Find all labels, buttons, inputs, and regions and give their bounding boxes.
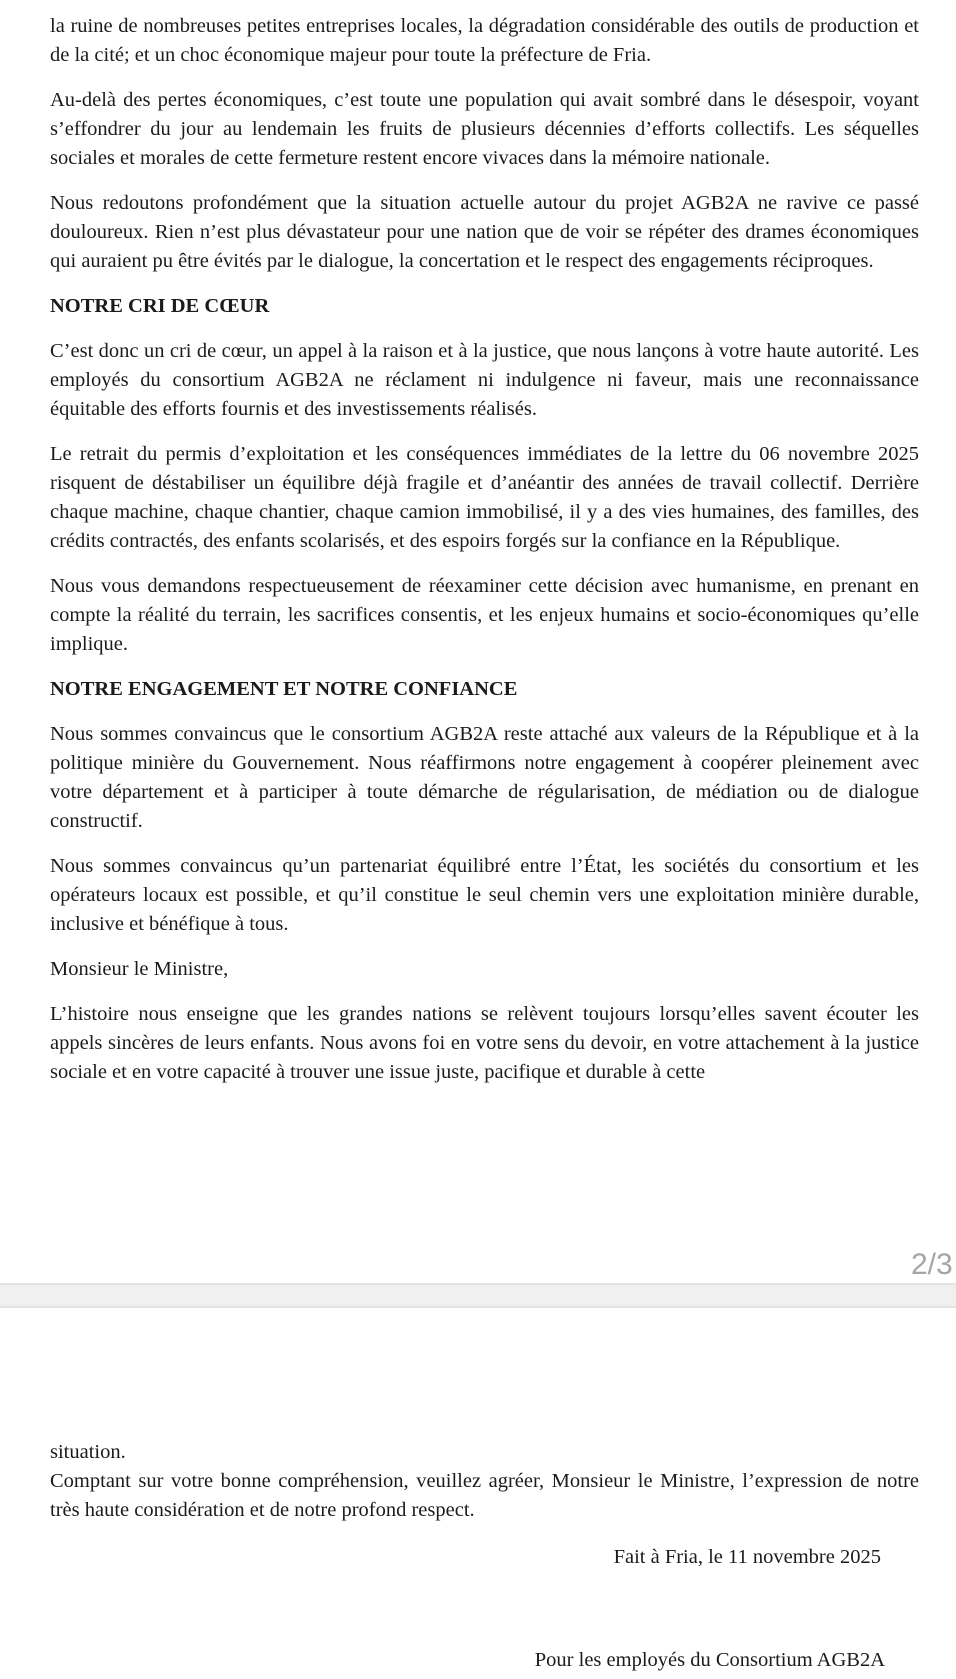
document-page-3 [0, 1308, 956, 1679]
page-number-badge: 2/3 [911, 1248, 953, 1281]
closing-paragraph: Comptant sur votre bonne compréhension, veuillez agréer, Monsieur le Ministre, l’expression de notre très haute considération et de notre profond respect. [50, 1470, 919, 1521]
paragraph-nous-redoutons: Nous redoutons profondément que la situation actuelle autour du projet AGB2A ne ravive ce passé douloureux. Rien n’est plus dévastateur pour une nation que de voir se répéter des drames économiques qui auraient pu être évités par le dialogue, la concertation et le respect des engagements réciproques. [50, 192, 919, 272]
paragraph-retrait-permis: Le retrait du permis d’exploitation et les conséquences immédiates de la lettre du 06 novembre 2025 risquent de déstabiliser un équilibre déjà fragile et d’anéantir des années de travail collectif. Derrière chaque machine, chaque chantier, chaque camion immobilisé, il y a des vies humaines, des familles, des crédits contractés, des enfants scolarisés, et des espoirs forgés sur la confiance en la République. [50, 443, 919, 552]
signature-line: Pour les employés du Consortium AGB2A [534, 1649, 885, 1671]
paragraph-pertes-economiques: Au-delà des pertes économiques, c’est toute une population qui avait sombré dans le désespoir, voyant s’effondrer du jour au lendemain les fruits de plusieurs décennies d’efforts collectifs. Les séquelles sociales et morales de cette fermeture restent encore vivaces dans la mémoire nationale. [50, 89, 919, 169]
paragraph-monsieur-le-ministre: Monsieur le Ministre, [50, 958, 229, 980]
paragraph-histoire-nations: L’histoire nous enseigne que les grandes nations se relèvent toujours lorsqu’elles savent écouter les appels sincères de leurs enfants. Nous avons foi en votre sens du devoir, en votre attachement à la justice sociale et en votre capacité à trouver une issue juste, pacifique et durable à cette [50, 1003, 919, 1083]
paragraph-cri-de-coeur: C’est donc un cri de cœur, un appel à la raison et à la justice, que nous lançons à votre haute autorité. Les employés du consortium AGB2A ne réclament ni indulgence ni faveur, mais une reconnaissance équitable des efforts fournis et des investissements réalisés. [50, 340, 919, 420]
paragraph-valeurs-republique: Nous sommes convaincus que le consortium AGB2A reste attaché aux valeurs de la République et à la politique minière du Gouvernement. Nous réaffirmons notre engagement à coopérer pleinement avec votre département et à participer à toute démarche de régularisation, de médiation ou de dialogue constructif. [50, 723, 919, 832]
paragraph-reexaminer-decision: Nous vous demandons respectueusement de réexaminer cette décision avec humanisme, en prenant en compte la réalité du terrain, les sacrifices consentis, et les enjeux humains et socio-économiques qu’elle implique. [50, 575, 919, 655]
page-separator-band [0, 1283, 956, 1308]
paragraph-partenariat-equilibre: Nous sommes convaincus qu’un partenariat équilibré entre l’État, les sociétés du consortium et les opérateurs locaux est possible, et qu’il constitue le seul chemin vers une exploitation minière durable, inclusive et bénéfique à tous. [50, 855, 919, 935]
section-heading-notre-engagement: NOTRE ENGAGEMENT ET NOTRE CONFIANCE [50, 678, 518, 700]
date-place-line: Fait à Fria, le 11 novembre 2025 [613, 1546, 881, 1568]
paragraph-ruine-entreprises: la ruine de nombreuses petites entreprises locales, la dégradation considérable des outils de production et de la cité; et un choc économique majeur pour toute la préfecture de Fria. [50, 15, 919, 66]
continuation-line: situation. [50, 1441, 126, 1463]
section-heading-notre-cri-de-coeur: NOTRE CRI DE CŒUR [50, 295, 270, 317]
